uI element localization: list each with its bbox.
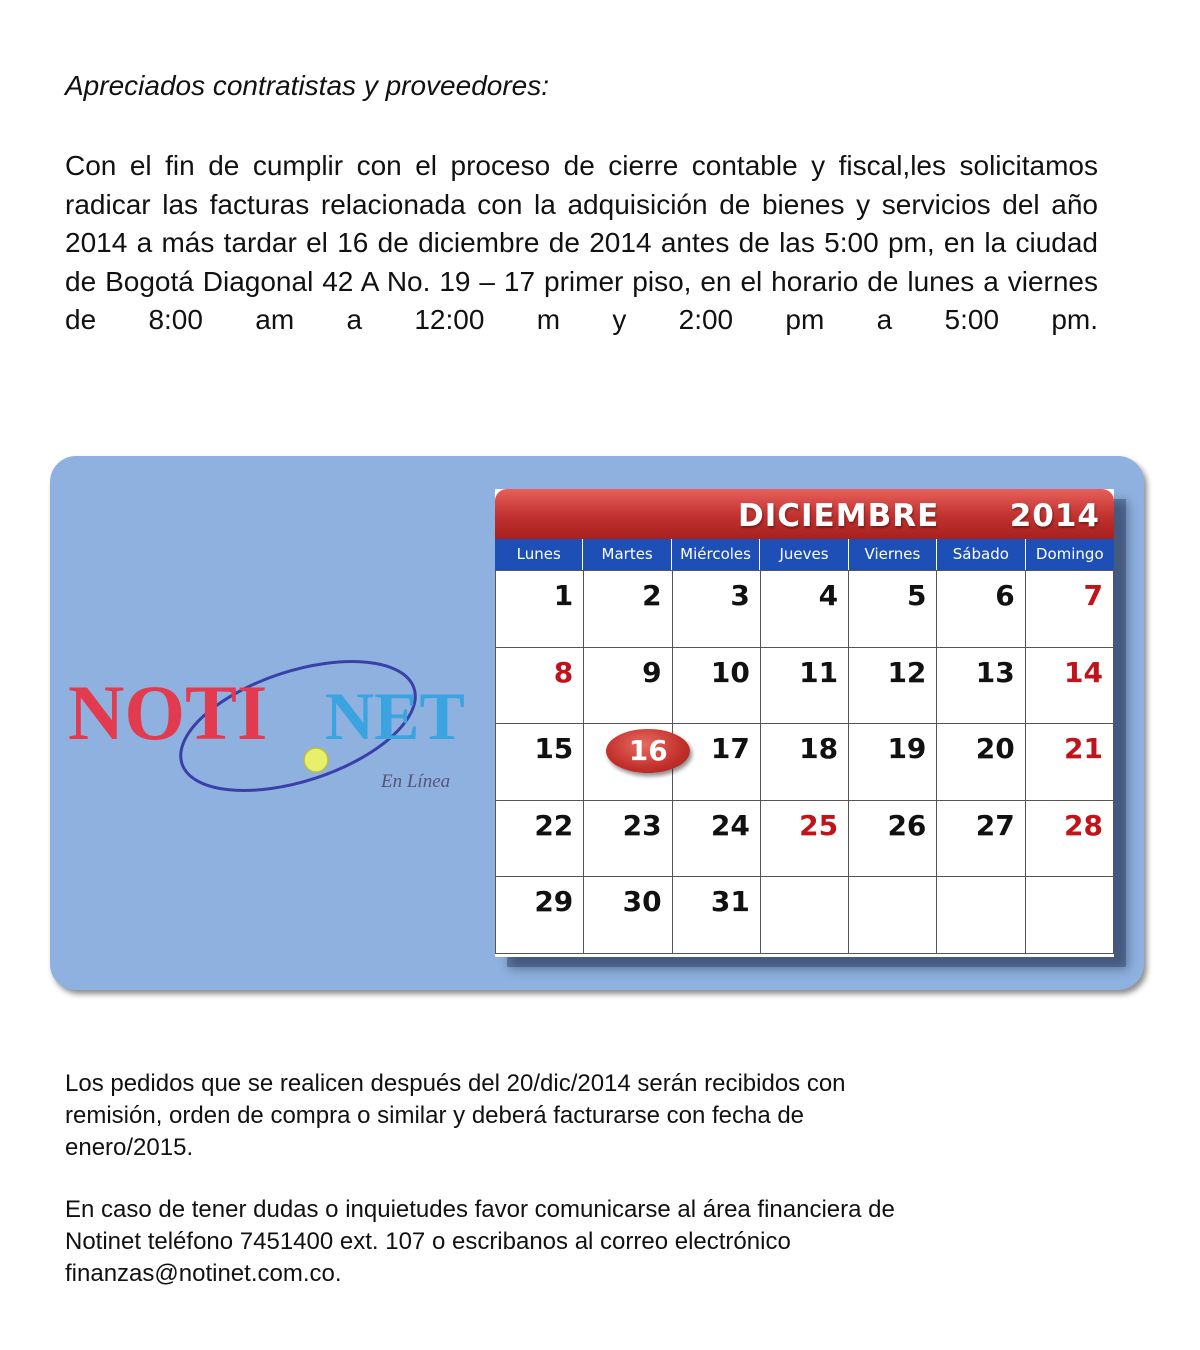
logo-tagline: En Línea [381,771,451,792]
calendar [495,489,1114,957]
day-cell [761,724,849,801]
day-cell [849,648,937,725]
greeting-line: Apreciados contratistas y proveedores: [65,70,550,101]
logo-word-net: NET [325,678,465,754]
day-cell [584,648,672,725]
day-cell [496,877,584,954]
weekday-label: Jueves [760,539,848,570]
weekday-label: Viernes [849,539,937,570]
day-number: 15 [534,732,574,766]
day-cell [673,877,761,954]
weekday-row [495,539,1114,570]
contact-note: En caso de tener dudas o inquietudes favor comunicarse al área financiera de Notinet teléfono 7451400 ext. 107 o escribanos al correo electrónico finanzas@notinet.com.co. [65,1196,895,1287]
day-number: 6 [995,579,1015,612]
day-number: 25 [799,808,839,842]
day-number: 31 [710,885,750,919]
day-cell [1026,801,1114,878]
day-number: 26 [887,808,927,842]
orders-note: Los pedidos que se realicen después del 20/dic/2014 serán recibidos con remisión, orden de compra o similar y deberá facturarse con fecha de enero/2015. [65,1070,846,1161]
weekday-label: Martes [583,539,671,570]
day-cell [673,724,761,801]
day-cell [584,877,672,954]
day-cell [584,724,672,801]
empty-day-cell [761,877,849,954]
day-number: 9 [642,655,662,689]
day-cell [673,571,761,648]
day-cell [1026,724,1114,801]
day-number: 14 [1064,655,1103,689]
day-grid [495,570,1114,954]
day-number: 20 [975,732,1015,766]
day-cell [761,571,849,648]
day-number: 24 [710,808,750,842]
day-number: 8 [553,655,574,689]
weekday-label: Lunes [495,539,583,570]
calendar-header [495,489,1114,539]
day-cell [849,801,937,878]
day-cell [496,724,584,801]
day-number: 1 [553,579,574,612]
day-cell [849,571,937,648]
day-cell [849,724,937,801]
day-number: 18 [799,732,839,766]
day-number: 10 [710,655,750,689]
day-cell [1026,571,1114,648]
day-cell [761,801,849,878]
day-cell [496,571,584,648]
day-number: 11 [799,655,839,689]
highlighted-day-number: 16 [606,729,690,773]
day-cell [761,648,849,725]
day-cell [673,801,761,878]
day-number: 29 [534,885,574,919]
weekday-label: Domingo [1035,545,1104,563]
empty-day-cell [849,877,937,954]
day-cell [1026,648,1114,725]
day-number: 17 [710,732,750,766]
day-number: 23 [622,808,662,842]
day-cell [584,801,672,878]
day-number: 12 [887,655,927,689]
day-cell [937,648,1025,725]
calendar-month: DICIEMBRE [738,498,940,534]
day-number: 28 [1064,808,1103,842]
day-number: 4 [818,579,839,612]
notinet-logo [68,656,488,806]
day-number: 7 [1083,579,1103,612]
day-cell [937,801,1025,878]
day-number: 21 [1064,732,1103,766]
day-number: 19 [887,732,927,766]
weekday-label: Sábado [937,539,1025,570]
empty-day-cell [937,877,1025,954]
weekday-label: Miércoles [672,539,760,570]
day-cell [937,571,1025,648]
day-number: 27 [975,808,1015,842]
empty-day-cell [1026,877,1114,954]
day-cell [937,724,1025,801]
day-number: 3 [730,579,750,612]
day-number: 22 [534,808,574,842]
day-number: 13 [975,655,1015,689]
day-number: 5 [906,579,927,612]
day-number: 2 [642,579,662,612]
intro-paragraph: Con el fin de cumplir con el proceso de cierre contable y fiscal,les solicitamos radicar las facturas relacionada con la adquisición de bienes y servicios del año 2014 a más tardar el 16 de diciembre de 2014 antes de las 5:00 pm, en la ciudad de Bogotá Diagonal 42 A No. 19 – 17 primer piso, en el horario de lunes a viernes de 8:00 am a 12:00 m y 2:00 pm a 5:00 pm. [65,150,1098,335]
logo-word-noti: NOTI [68,669,268,756]
calendar-year: 2014 [1009,498,1100,534]
day-number: 30 [622,885,662,919]
day-cell [673,648,761,725]
day-cell [496,648,584,725]
day-cell [584,571,672,648]
day-cell [496,801,584,878]
